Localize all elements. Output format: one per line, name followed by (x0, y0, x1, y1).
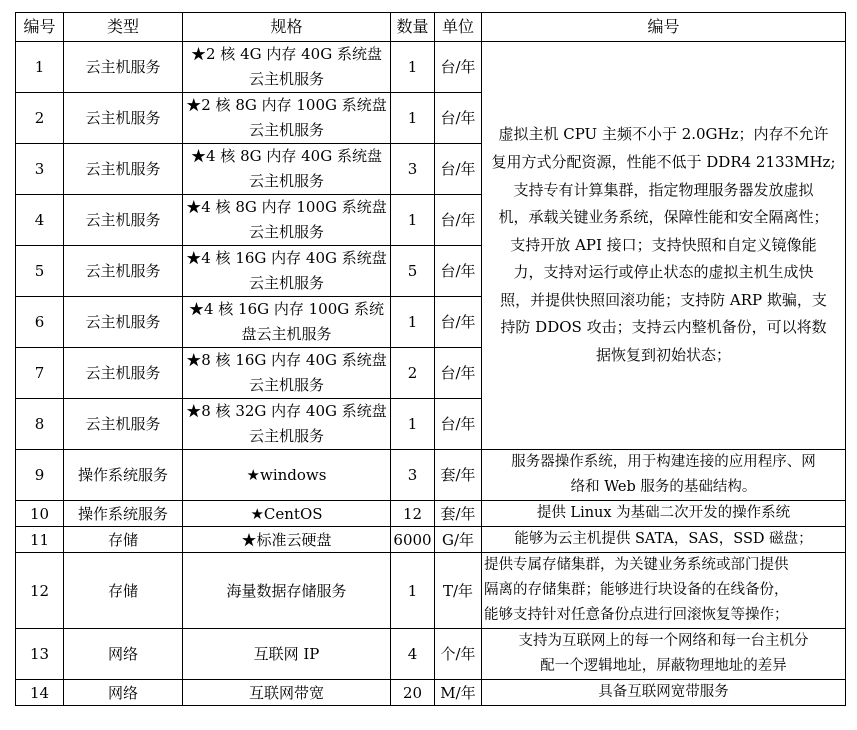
cell-vm-desc (482, 42, 846, 450)
cell-no: 14 (16, 680, 64, 706)
cell-spec: 互联网带宽 (183, 680, 391, 706)
table-row (16, 501, 846, 527)
header-type: 类型 (64, 13, 183, 42)
cell-no: 1 (16, 42, 64, 93)
cell-desc (482, 553, 846, 629)
desc-line: 持防 DDOS 攻击；支持云内整机备份，可以将数 (500, 318, 827, 337)
desc-line: 照，并提供快照回滚功能；支持防 ARP 欺骗，支 (500, 290, 827, 309)
cell-type: 网络 (64, 680, 183, 706)
cell-unit: 台/年 (435, 195, 482, 246)
table-row (16, 629, 846, 680)
table-row (16, 450, 846, 501)
cell-spec (183, 297, 391, 348)
cell-type: 存储 (64, 527, 183, 553)
table-row (16, 527, 846, 553)
cell-spec: ★标准云硬盘 (183, 527, 391, 553)
cell-no: 6 (16, 297, 64, 348)
cell-unit: 台/年 (435, 399, 482, 450)
header-desc: 编号 (482, 13, 846, 42)
cell-desc: 提供 Linux 为基础二次开发的操作系统 (482, 501, 846, 527)
cell-no: 9 (16, 450, 64, 501)
cell-qty: 6000 (391, 527, 435, 553)
cell-unit: 套/年 (435, 450, 482, 501)
desc-line: 机，承载关键业务系统，保障性能和安全隔离性； (498, 208, 829, 227)
cell-no: 5 (16, 246, 64, 297)
spec-line: ★4 核 16G 内存 100G 系统 (188, 300, 385, 318)
spec-line: 云主机服务 (248, 274, 324, 292)
cell-spec (183, 93, 391, 144)
desc-line: 服务器操作系统，用于构建连接的应用程序、网 (511, 454, 816, 470)
spec-line: 云主机服务 (248, 70, 324, 88)
cell-unit: 台/年 (435, 42, 482, 93)
desc-line: 提供专属存储集群，为关键业务系统或部门提供 (484, 557, 789, 573)
cell-type: 云主机服务 (64, 144, 183, 195)
desc-line: 隔离的存储集群；能够进行块设备的在线备份， (484, 582, 789, 598)
desc-line: 复用方式分配资源，性能不低于 DDR4 2133MHz; (491, 152, 836, 171)
cell-no: 11 (16, 527, 64, 553)
spec-line: ★2 核 4G 内存 40G 系统盘 (191, 45, 382, 63)
spec-line: 盘云主机服务 (241, 325, 332, 343)
cell-desc (482, 629, 846, 680)
cell-spec (183, 144, 391, 195)
cell-spec (183, 399, 391, 450)
spec-line: 云主机服务 (248, 172, 324, 190)
spec-line: ★4 核 8G 内存 100G 系统盘 (186, 198, 387, 216)
cell-no: 8 (16, 399, 64, 450)
header-no: 编号 (16, 13, 64, 42)
cell-spec: 海量数据存储服务 (183, 553, 391, 629)
cell-spec (183, 348, 391, 399)
cell-type: 云主机服务 (64, 246, 183, 297)
cell-qty: 4 (391, 629, 435, 680)
cell-qty: 1 (391, 297, 435, 348)
cell-unit: 台/年 (435, 297, 482, 348)
cell-qty: 1 (391, 195, 435, 246)
desc-line: 虚拟主机 CPU 主频不小于 2.0GHz；内存不允许 (498, 125, 829, 144)
desc-line: 力，支持对运行或停止状态的虚拟主机生成快 (513, 263, 814, 282)
desc-line: 络和 Web 服务的基础结构。 (570, 479, 757, 495)
cell-spec (183, 195, 391, 246)
cell-spec (183, 42, 391, 93)
cell-desc (482, 450, 846, 501)
cell-no: 10 (16, 501, 64, 527)
desc-line: 支持为互联网上的每一个网络和每一台主机分 (518, 633, 809, 649)
cell-qty: 12 (391, 501, 435, 527)
spec-table-wrapper (15, 12, 846, 706)
cell-type: 云主机服务 (64, 297, 183, 348)
cell-qty: 1 (391, 399, 435, 450)
cell-type: 云主机服务 (64, 93, 183, 144)
cell-no: 7 (16, 348, 64, 399)
cell-qty: 3 (391, 450, 435, 501)
cell-qty: 20 (391, 680, 435, 706)
desc-line: 能够支持针对任意备份点进行回滚恢复等操作； (484, 607, 789, 623)
cell-qty: 1 (391, 553, 435, 629)
desc-line: 支持专有计算集群，指定物理服务器发放虚拟 (513, 180, 814, 199)
cell-type: 网络 (64, 629, 183, 680)
spec-line: 云主机服务 (248, 223, 324, 241)
spec-line: ★8 核 16G 内存 40G 系统盘 (186, 351, 387, 369)
cell-spec: ★windows (183, 450, 391, 501)
cell-qty: 1 (391, 42, 435, 93)
cell-desc: 具备互联网宽带服务 (482, 680, 846, 706)
spec-table (15, 12, 846, 706)
cell-no: 4 (16, 195, 64, 246)
cell-type: 云主机服务 (64, 399, 183, 450)
spec-line: 云主机服务 (248, 376, 324, 394)
spec-line: 云主机服务 (248, 427, 324, 445)
cell-spec (183, 246, 391, 297)
cell-qty: 2 (391, 348, 435, 399)
cell-qty: 3 (391, 144, 435, 195)
cell-type: 存储 (64, 553, 183, 629)
table-row (16, 553, 846, 629)
cell-unit: T/年 (435, 553, 482, 629)
cell-unit: 台/年 (435, 348, 482, 399)
desc-line: 配一个逻辑地址，屏蔽物理地址的差异 (540, 658, 787, 674)
cell-unit: 套/年 (435, 501, 482, 527)
cell-type: 云主机服务 (64, 42, 183, 93)
cell-no: 12 (16, 553, 64, 629)
cell-no: 13 (16, 629, 64, 680)
cell-desc: 能够为云主机提供 SATA，SAS，SSD 磁盘； (482, 527, 846, 553)
cell-unit: 台/年 (435, 144, 482, 195)
cell-no: 3 (16, 144, 64, 195)
cell-spec: ★CentOS (183, 501, 391, 527)
cell-type: 操作系统服务 (64, 450, 183, 501)
cell-type: 云主机服务 (64, 195, 183, 246)
cell-qty: 1 (391, 93, 435, 144)
cell-type: 云主机服务 (64, 348, 183, 399)
table-header-row (16, 13, 846, 42)
cell-spec: 互联网 IP (183, 629, 391, 680)
cell-unit: M/年 (435, 680, 482, 706)
cell-no: 2 (16, 93, 64, 144)
spec-line: ★4 核 16G 内存 40G 系统盘 (186, 249, 387, 267)
table-row (16, 680, 846, 706)
cell-unit: G/年 (435, 527, 482, 553)
table-row (16, 42, 846, 93)
header-unit: 单位 (435, 13, 482, 42)
cell-unit: 台/年 (435, 93, 482, 144)
spec-line: 云主机服务 (248, 121, 324, 139)
spec-line: ★4 核 8G 内存 40G 系统盘 (191, 147, 382, 165)
cell-type: 操作系统服务 (64, 501, 183, 527)
cell-qty: 5 (391, 246, 435, 297)
desc-line: 支持开放 API 接口；支持快照和自定义镜像能 (510, 235, 817, 254)
header-spec: 规格 (183, 13, 391, 42)
cell-unit: 台/年 (435, 246, 482, 297)
spec-line: ★2 核 8G 内存 100G 系统盘 (186, 96, 387, 114)
cell-unit: 个/年 (435, 629, 482, 680)
header-qty: 数量 (391, 13, 435, 42)
spec-line: ★8 核 32G 内存 40G 系统盘 (186, 402, 387, 420)
desc-line: 据恢复到初始状态； (595, 346, 731, 365)
